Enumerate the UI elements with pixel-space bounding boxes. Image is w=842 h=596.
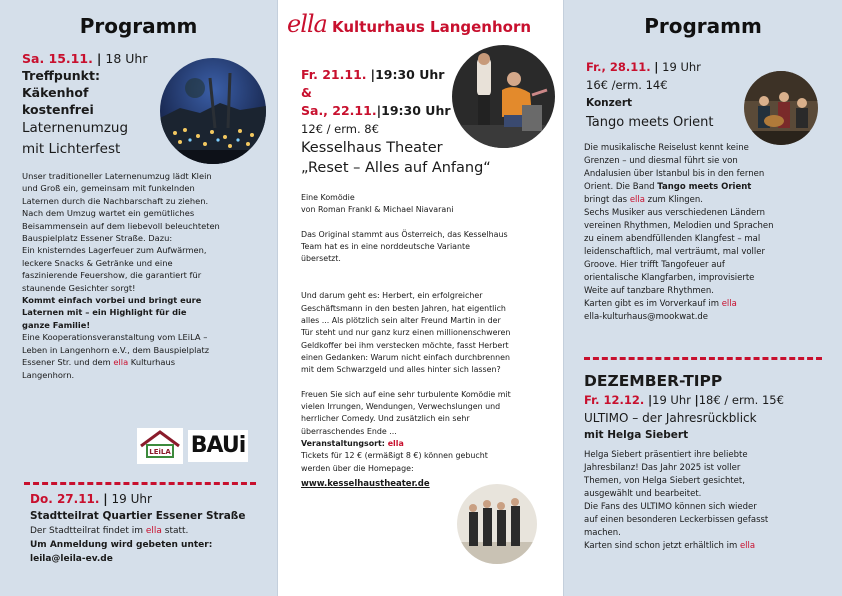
event2-title: Stadtteilrat Quartier Essener Straße [30, 510, 246, 522]
band-photo [744, 71, 818, 145]
event2-date: Do. 27.11. [30, 492, 100, 506]
theater-title-block [301, 138, 561, 178]
cast-photo [457, 484, 537, 564]
play-title: „Reset – Alles auf Anfang“ [301, 160, 491, 176]
theater-body: Eine Komödie von Roman Frankl & Michael Niavarani Das Original stammt aus Österreich, das Kesselhaus Team hat es in eine norddeutsche Variante übersetzt. Und darum geht es: Herbert, ein erfolgreicher Geschäftsmann in den besten Jahren, hat eigentlich alles ... Als plötzlich sein alter Freund Martin in der Tür steht und nur ganz kurz einen millionenschweren Geldkoffer bei ihm verstecken möchte, fasst Herbert einen Gedanken: Warum nicht einfach durchbrennen mit dem Schwarzgeld und alles hinter sich lassen? Freuen Sie sich auf eine sehr turbulente Komödie mit vielen Irrungen, Wendungen, Verwechslungen und herrlicher Comedy. Und zusätzlich ein sehr überraschendes Ende ... Veranstaltungsort: ella Tickets für 12 € (ermäßigt 8 €) können gebucht werden über die Homepage: www.kesselhaustheater.de [301, 192, 561, 490]
event1-header: Sa. 15.11. | 18 Uhr Treffpunkt: Käkenhof kostenfrei Laternenumzug mit Lichterfest [22, 50, 162, 160]
tipp-title: ULTIMO – der Jahresrückblick [584, 411, 757, 425]
divider-right [584, 357, 822, 360]
fold-line-1 [277, 0, 278, 596]
concert-body: Die musikalische Reiselust kennt keine Grenzen – und diesmal führt sie von Andalusien über Istanbul bis in den fernen Orient. Die Band Tango meets Orient bringt das ella zum Klingen. Sechs Musiker aus verschiedenen Ländern vereinen Rhythmen, Melodien und Sprachen zu einem abendfüllenden Klangfest – mal leidenschaftlich, mal verträumt, mal voller Groove. Hier trifft Tangofeuer auf orientalische Klangfarben, improvisierte Weite auf tanzbare Rhythmen. Karten gibt es im Vorverkauf im ella ella-kulturhaus@mookwat.de [584, 142, 829, 324]
event1-title-1: Laternenumzug [22, 120, 129, 136]
event1-meeting: Treffpunkt: Käkenhof [22, 68, 100, 100]
leila-logo [137, 428, 183, 464]
event2: Do. 27.11. | 19 Uhr Stadtteilrat Quartier Essener Straße Der Stadtteilrat findet im ella statt. Um Anmeldung wird gebeten unter: leila@leila-ev.de [30, 491, 275, 566]
event1-highlight-3: ganze Familie! [22, 319, 91, 330]
svg-text:LEiLA: LEiLA [149, 448, 171, 456]
event1-highlight-2: Laternen mit – ein Highlight für die [22, 307, 187, 318]
divider-left [24, 482, 256, 485]
right-title: Programm [644, 14, 762, 38]
event1-body: Unser traditioneller Laternenumzug lädt Klein und Groß ein, gemeinsam mit funkelnden Laternen durch die Nachbarschaft zu ziehen. Nach dem Umzug wartet ein gemütliches Beisammensein auf dem liebevoll beleuchteten Bauspielplatz Essener Straße. Dazu: Ein knisterndes Lagerfeuer zum Aufwärmen, leckere Snacks & Getränke und eine faszinierende Feuershow, die garantiert für staunende Gesichter sorgt! Kommt einfach vorbei und bringt eure Laternen mit – ein Highlight für die ganze Familie! Eine Kooperationsveranstaltung vom LEiLA – Leben in Langenhorn e.V., dem Bauspielplatz Essener Str. und dem ella Kulturhaus Langenhorn. [22, 170, 267, 381]
event1-title-2: mit Lichterfest [22, 141, 121, 157]
tipp-body: Helga Siebert präsentiert ihre beliebte Jahresbilanz! Das Jahr 2025 ist voller Themen, von Helga Siebert gesichtet, ausgewählt und bearbeitet. Die Fans des ULTIMO können sich wieder auf einen besonderen Leckerbissen gefasst machen. Karten sind schon jetzt erhältlich im ella [584, 450, 769, 551]
fold-line-2 [563, 0, 564, 596]
right-panel [564, 0, 842, 596]
event2-time: 19 Uhr [111, 492, 152, 506]
tipp-subtitle: mit Helga Siebert [584, 429, 689, 441]
event1-time: 18 Uhr [105, 51, 148, 66]
event2-email[interactable]: leila@leila-ev.de [30, 554, 113, 564]
left-title: Programm [79, 14, 198, 38]
tipp-date: Fr. 12.12. [584, 393, 645, 407]
event1-highlight-1: Kommt einfach vorbei und bringt eure [22, 295, 202, 306]
concert-date: Fr., 28.11. [586, 60, 651, 74]
concert-email[interactable]: ella-kulturhaus@mookwat.de [584, 312, 709, 322]
event1-price: kostenfrei [22, 102, 94, 117]
concert-header: Fr., 28.11. | 19 Uhr 16€ /erm. 14€ Konzert Tango meets Orient [586, 58, 766, 134]
event1-date: Sa. 15.11. [22, 51, 93, 66]
left-panel [0, 0, 277, 596]
concert-title: Tango meets Orient [586, 115, 714, 130]
theater-dates: Fr. 21.11. |19:30 Uhr & Sa., 22.11.|19:30 Uhr 12€ / erm. 8€ [301, 67, 451, 136]
venue-name: Kesselhaus Theater [301, 140, 443, 156]
baui-logo: BAUi [188, 430, 248, 462]
lantern-parade-photo [160, 58, 266, 164]
ella-logo: ella Kulturhaus Langenhorn [287, 10, 532, 38]
middle-panel [277, 0, 564, 596]
theater-url-link[interactable]: www.kesselhaustheater.de [301, 478, 430, 489]
theater-photo [452, 45, 555, 148]
tipp-block: DEZEMBER-TIPP Fr. 12.12. |19 Uhr |18€ / erm. 15€ ULTIMO – der Jahresrückblick mit Helga Siebert Helga Siebert präsentiert ihre beliebte Jahresbilanz! Das Jahr 2025 ist voller Themen, von Helga Siebert gesichtet, ausgewählt und bearbeitet. Die Fans des ULTIMO können sich wieder auf einen besonderen Leckerbissen gefasst machen. Karten sind schon jetzt erhältlich im ella [584, 370, 834, 553]
tipp-heading: DEZEMBER-TIPP [584, 372, 723, 390]
